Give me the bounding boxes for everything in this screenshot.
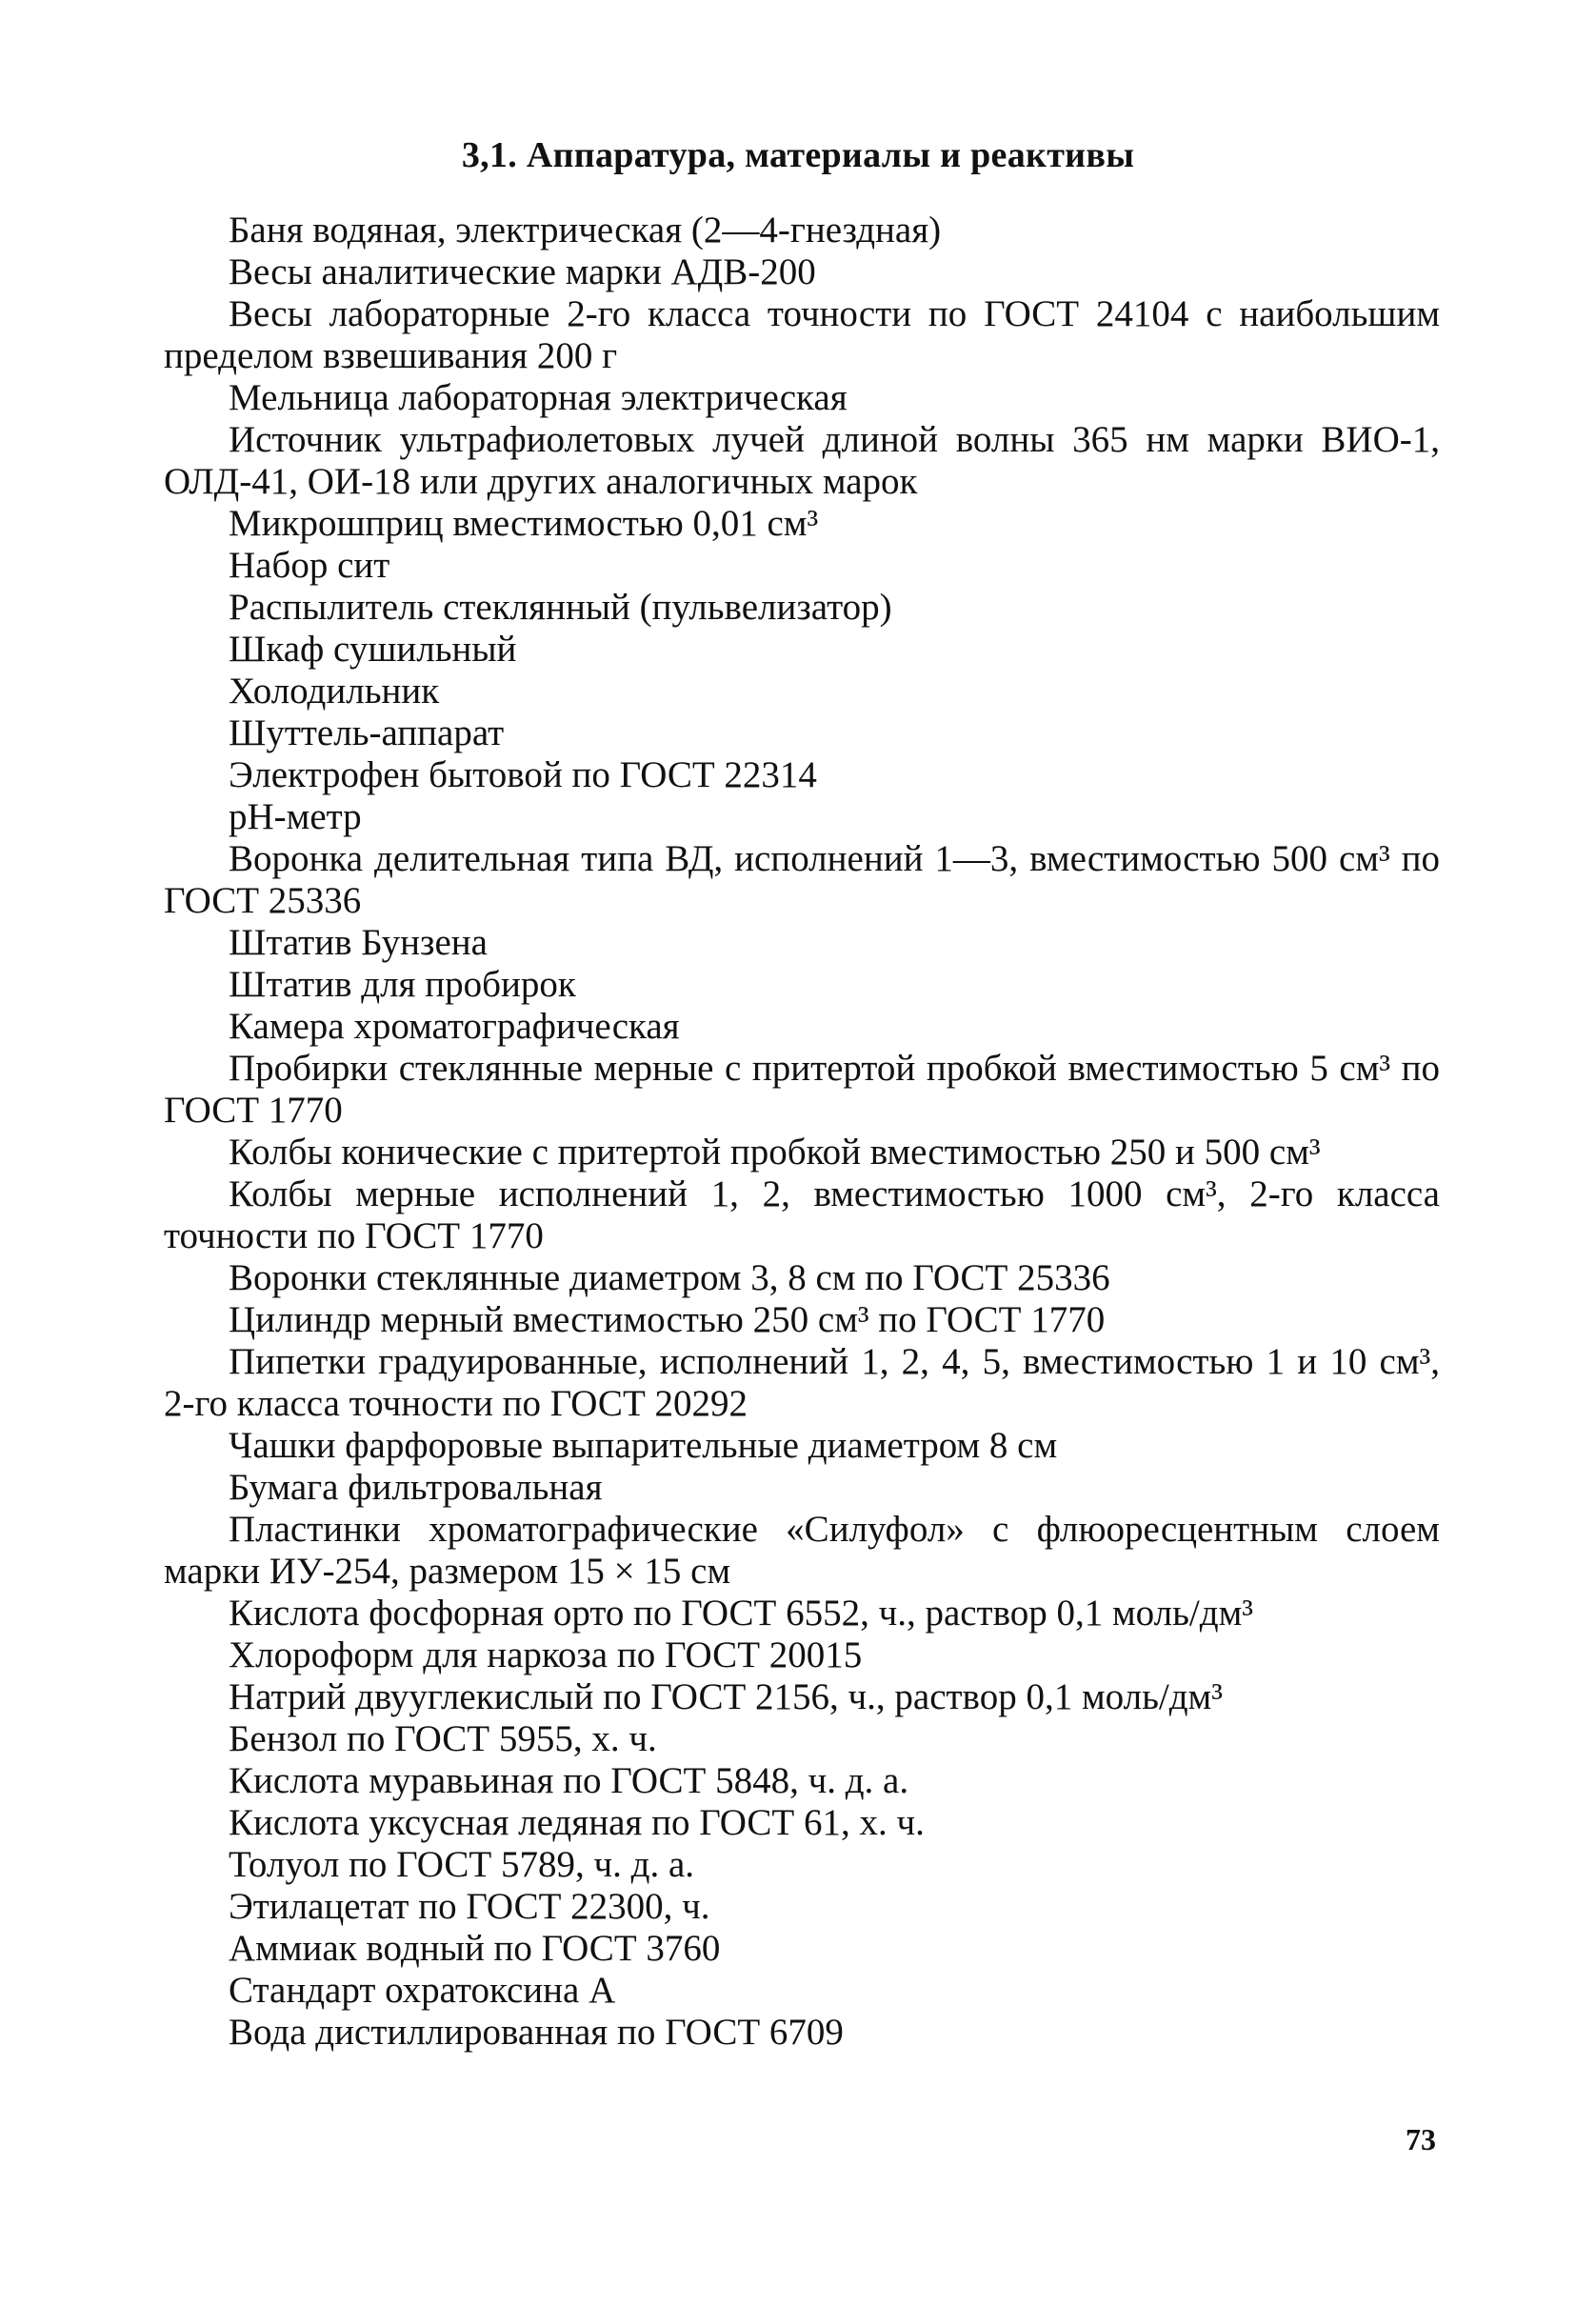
list-item: Воронка делительная типа ВД, исполнений 1—3, вместимостью 500 см³ по ГОСТ 25336 [164, 838, 1440, 921]
list-item: Пробирки стеклянные мерные с притертой пробкой вместимостью 5 см³ по ГОСТ 1770 [164, 1048, 1440, 1131]
list-item: Весы лабораторные 2-го класса точности по ГОСТ 24104 с наибольшим пределом взвешивания 200 г [164, 293, 1440, 376]
list-item: Штатив Бунзена [229, 922, 488, 963]
list-item: Кислота уксусная ледяная по ГОСТ 61, х. ч. [229, 1802, 925, 1843]
list-item: Холодильник [229, 671, 440, 712]
list-item: Баня водяная, электрическая (2—4-гнездная) [229, 210, 942, 251]
list-item: Аммиак водный по ГОСТ 3760 [229, 1928, 721, 1969]
list-item: Колбы мерные исполнений 1, 2, вместимостью 1000 см³, 2-го класса точности по ГОСТ 1770 [164, 1173, 1440, 1256]
list-item: Набор сит [229, 545, 390, 586]
list-item: Цилиндр мерный вместимостью 250 см³ по ГОСТ 1770 [229, 1299, 1106, 1340]
list-item: Пипетки градуированные, исполнений 1, 2, 4, 5, вместимостью 1 и 10 см³, 2-го класса точности по ГОСТ 20292 [164, 1341, 1440, 1424]
list-item: Шуттель-аппарат [229, 712, 505, 753]
list-item: Чашки фарфоровые выпарительные диаметром 8 см [229, 1425, 1058, 1466]
list-item: Кислота фосфорная орто по ГОСТ 6552, ч., раствор 0,1 моль/дм³ [229, 1593, 1253, 1634]
list-item: Распылитель стеклянный (пульвелизатор) [229, 587, 892, 628]
list-item: Штатив для пробирок [229, 964, 576, 1005]
list-item: Электрофен бытовой по ГОСТ 22314 [229, 754, 817, 795]
list-item: Стандарт охратоксина А [229, 1970, 616, 2011]
list-item: Вода дистиллированная по ГОСТ 6709 [229, 2012, 844, 2053]
list-item: Микрошприц вместимостью 0,01 см³ [229, 503, 819, 544]
list-item: Мельница лабораторная электрическая [229, 377, 848, 418]
list-item: Хлороформ для наркоза по ГОСТ 20015 [229, 1634, 863, 1675]
page-number: 73 [1406, 2122, 1436, 2156]
list-item: Натрий двууглекислый по ГОСТ 2156, ч., раствор 0,1 моль/дм³ [229, 1676, 1223, 1717]
list-item: Весы аналитические марки АДВ-200 [229, 251, 816, 292]
list-item: Воронки стеклянные диаметром 3, 8 см по ГОСТ 25336 [229, 1257, 1110, 1298]
list-item: Кислота муравьиная по ГОСТ 5848, ч. д. а. [229, 1760, 909, 1801]
list-item: pH-метр [229, 796, 362, 837]
list-item: Бумага фильтровальная [229, 1467, 603, 1508]
list-item: Шкаф сушильный [229, 629, 517, 670]
list-item: Источник ультрафиолетовых лучей длиной волны 365 нм марки ВИО-1, ОЛД-41, ОИ-18 или других аналогичных марок [164, 419, 1440, 502]
list-item: Этилацетат по ГОСТ 22300, ч. [229, 1886, 710, 1927]
list-item: Колбы конические с притертой пробкой вместимостью 250 и 500 см³ [229, 1132, 1321, 1173]
list-item: Толуол по ГОСТ 5789, ч. д. а. [229, 1844, 695, 1885]
section-heading: 3,1. Аппаратура, материалы и реактивы [461, 135, 1135, 175]
list-item: Пластинки хроматографические «Силуфол» с флюоресцентным слоем марки ИУ-254, размером 15 × 15 см [164, 1509, 1440, 1592]
list-item: Камера хроматографическая [229, 1006, 680, 1047]
list-item: Бензол по ГОСТ 5955, х. ч. [229, 1718, 657, 1759]
equipment-list [164, 210, 1440, 2054]
